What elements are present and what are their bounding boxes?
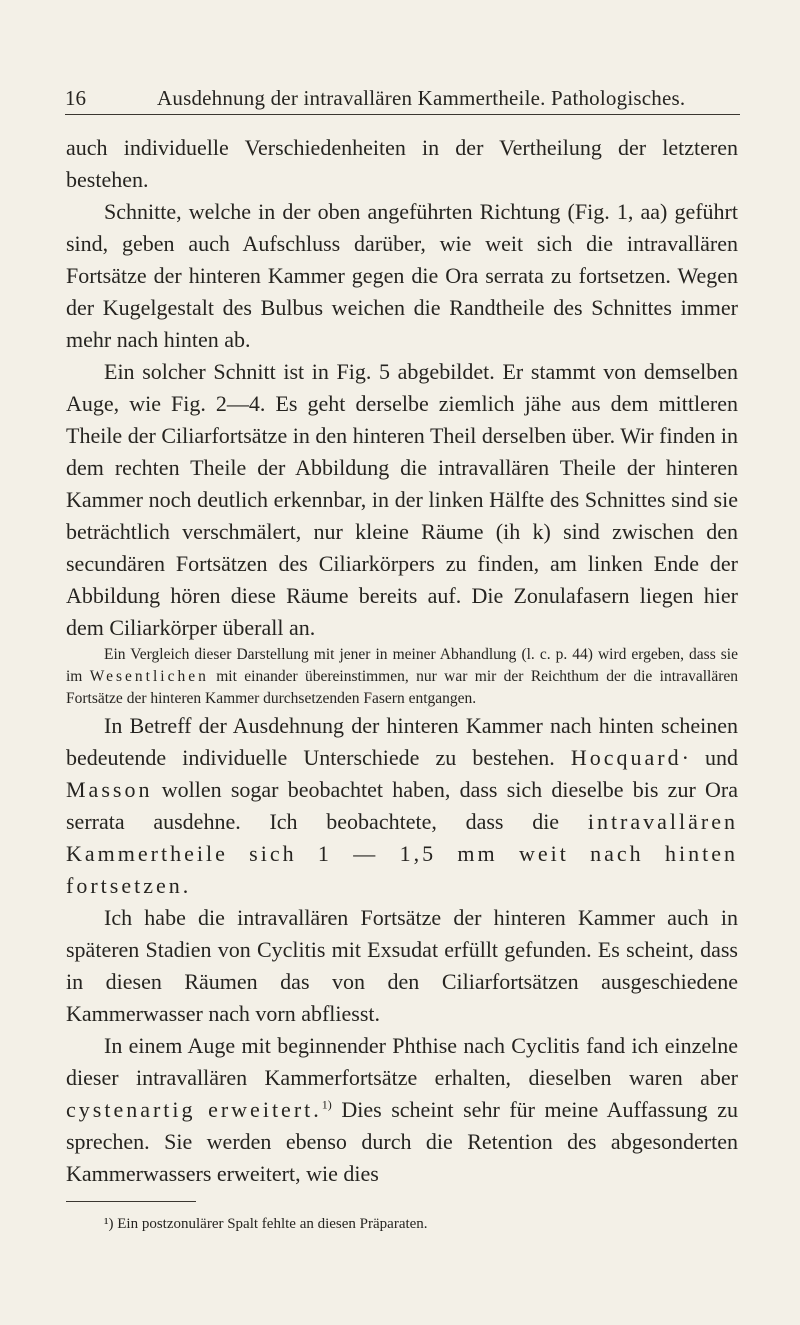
author-masson: Masson [66,777,153,802]
footnote-text: Ein postzonulärer Spalt fehlte an diesen Präparaten. [117,1216,428,1232]
note-spaced-word: Wesentlichen [89,668,209,685]
footnote-marker: ¹) [104,1216,114,1232]
p4-spaced-emphasis: intravallären Kammertheile sich 1 — 1,5 mm weit nach hinten fortsetzen. [66,809,738,898]
page-number: 16 [65,86,86,110]
running-header [65,82,740,115]
author-hocquard: Hocquard [570,745,682,770]
running-title: Ausdehnung der intravallären Kammertheile. Pathologisches. [157,86,686,110]
p4-text-a: In Betreff der Ausdehnung der hinteren Kammer nach hinten scheinen bedeutende individuelle Unterschiede zu bestehen. [66,713,738,770]
note-text-a: Ein Vergleich dieser Darstellung mit jener in meiner Abhandlung (l. c. p. 44) wird ergeben, dass sie im [66,646,738,685]
paragraph-4 [66,710,738,902]
small-print-note [66,644,738,710]
paragraph-1: auch individuelle Verschiedenheiten in der Vertheilung der letzteren bestehen. [66,135,738,192]
p6-text-b: Dies scheint sehr für meine Auffassung zu sprechen. Sie werden ebenso durch die Retention des abgesonderten Kammerwassers erweitert, wie dies [66,1097,739,1186]
paragraph-6 [66,1030,738,1190]
paragraph-5: Ich habe die intravallären Fortsätze der hinteren Kammer auch in späteren Stadien von Cyclitis mit Exsudat erfüllt gefunden. Es scheint, dass in diesen Räumen das von den Ciliarfortsätzen ausgeschiedene Kammerwasser nach vorn abfliesst. [66,905,738,1026]
paragraph-2: Schnitte, welche in der oben angeführten Richtung (Fig. 1, aa) geführt sind, geben auch Aufschluss darüber, wie weit sich die intravallären Fortsätze der hinteren Kammer gegen die Ora serrata zu fortsetzen. Wegen der Kugelgestalt des Bulbus weichen die Randtheile des Schnittes immer mehr nach hinten ab. [66,199,738,352]
footnote-rule [66,1201,196,1202]
p6-text-a: In einem Auge mit beginnender Phthise nach Cyclitis fand ich einzelne dieser intravallären Kammerfortsätze erhalten, dieselben waren aber [66,1033,738,1090]
p6-spaced-emphasis: cystenartig erweitert. [66,1097,322,1122]
p4-und: · und [681,745,738,770]
p4-text-b: wollen sogar beobachtet haben, dass sich dieselbe bis zur Ora serrata ausdehne. Ich beobachtete, dass die [66,777,739,834]
body-text [66,132,738,1190]
footnote [104,1214,428,1234]
note-text-b: mit einander übereinstimmen, nur war mir der Reichthum der die intravallären Fortsätze der hinteren Kammer durchsetzenden Fasern entgangen. [66,668,738,707]
paragraph-3: Ein solcher Schnitt ist in Fig. 5 abgebildet. Er stammt von demselben Auge, wie Fig. 2—4. Es geht derselbe ziemlich jähe aus dem mittleren Theile der Ciliarfortsätze in den hinteren Theil derselben über. Wir finden in dem rechten Theile der Abbildung die intravallären Theile der hinteren Kammer noch deutlich erkennbar, in der linken Hälfte des Schnittes sind sie beträchtlich verschmälert, nur kleine Räume (ih k) sind zwischen den secundären Fortsätzen des Ciliarkörpers zu finden, am linken Ende der Abbildung hören diese Räume bereits auf. Die Zonulafasern liegen hier dem Ciliarkörper überall an. [66,359,738,640]
footnote-ref[interactable]: 1) [321,1097,332,1112]
